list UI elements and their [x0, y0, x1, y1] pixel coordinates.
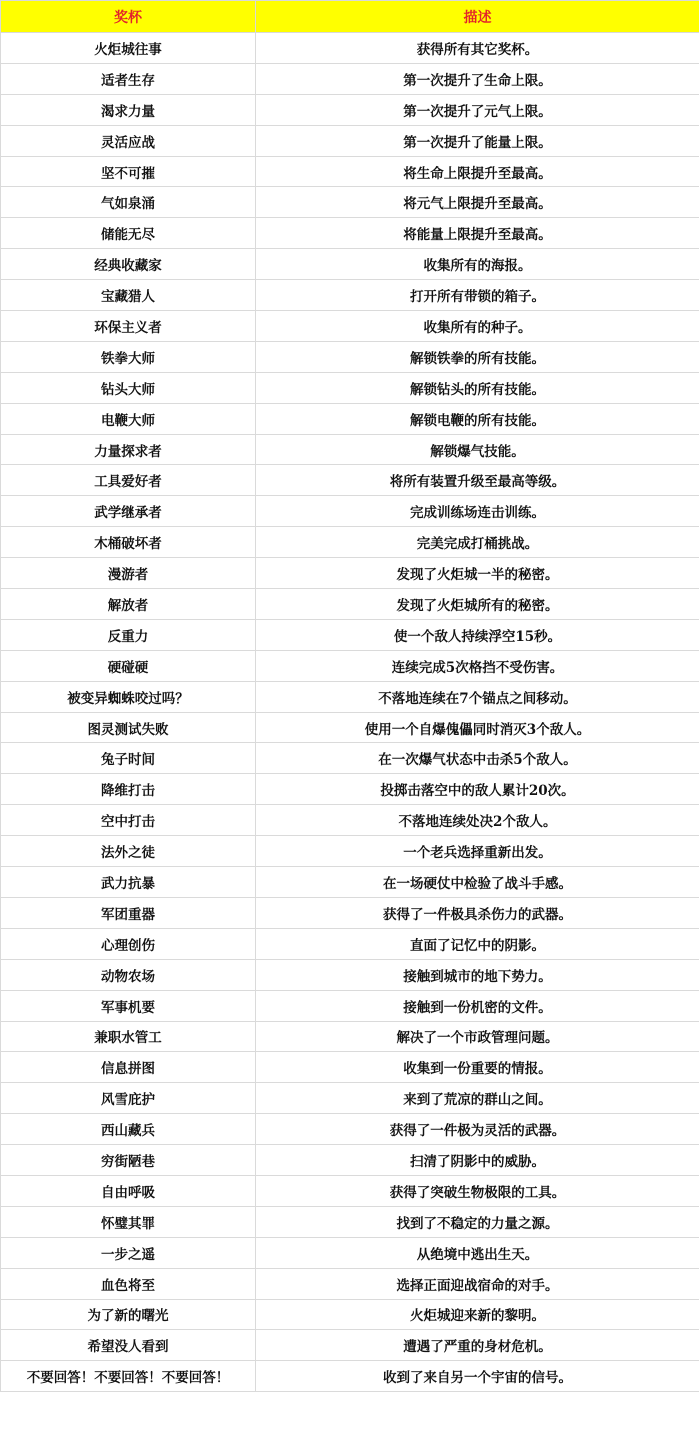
trophy-name-cell: 硬碰硬 — [1, 650, 256, 681]
table-row — [1, 1052, 699, 1083]
table-row — [1, 249, 699, 280]
trophy-description-cell: 扫清了阴影中的威胁。 — [256, 1145, 699, 1176]
table-row — [1, 650, 699, 681]
trophy-name-cell: 环保主义者 — [1, 311, 256, 342]
trophy-name-cell: 工具爱好者 — [1, 465, 256, 496]
table-row — [1, 867, 699, 898]
trophy-description-cell: 获得所有其它奖杯。 — [256, 33, 699, 64]
trophy-name-cell: 不要回答！不要回答！不要回答！ — [1, 1361, 256, 1392]
table-row — [1, 589, 699, 620]
trophy-name-cell: 西山藏兵 — [1, 1114, 256, 1145]
table-row — [1, 311, 699, 342]
trophy-description-cell: 将所有装置升级至最高等级。 — [256, 465, 699, 496]
table-row — [1, 1175, 699, 1206]
table-row — [1, 187, 699, 218]
table-row — [1, 928, 699, 959]
trophy-name-cell: 经典收藏家 — [1, 249, 256, 280]
trophy-description-cell: 将能量上限提升至最高。 — [256, 218, 699, 249]
trophy-description-cell: 第一次提升了元气上限。 — [256, 94, 699, 125]
trophy-name-cell: 怀璧其罪 — [1, 1206, 256, 1237]
trophy-name-cell: 被变异蜘蛛咬过吗？ — [1, 681, 256, 712]
trophy-description-cell: 不落地连续在7个锚点之间移动。 — [256, 681, 699, 712]
trophy-name-cell: 力量探求者 — [1, 434, 256, 465]
trophy-name-cell: 图灵测试失败 — [1, 712, 256, 743]
table-row — [1, 1206, 699, 1237]
trophy-description-cell: 发现了火炬城所有的秘密。 — [256, 589, 699, 620]
table-row — [1, 805, 699, 836]
table-row — [1, 1268, 699, 1299]
trophy-name-cell: 风雪庇护 — [1, 1083, 256, 1114]
trophy-name-cell: 坚不可摧 — [1, 156, 256, 187]
trophy-name-cell: 储能无尽 — [1, 218, 256, 249]
header-row — [1, 1, 699, 33]
trophy-description-cell: 获得了一件极为灵活的武器。 — [256, 1114, 699, 1145]
trophy-name-cell: 解放者 — [1, 589, 256, 620]
trophy-description-cell: 第一次提升了生命上限。 — [256, 63, 699, 94]
table-row — [1, 341, 699, 372]
trophy-description-cell: 发现了火炬城一半的秘密。 — [256, 558, 699, 589]
trophy-name-cell: 穷街陋巷 — [1, 1145, 256, 1176]
trophy-description-cell: 解锁电鞭的所有技能。 — [256, 403, 699, 434]
trophy-name-cell: 兔子时间 — [1, 743, 256, 774]
trophy-name-cell: 心理创伤 — [1, 928, 256, 959]
trophy-name-cell: 军事机要 — [1, 990, 256, 1021]
trophy-description-cell: 将生命上限提升至最高。 — [256, 156, 699, 187]
trophy-name-cell: 兼职水管工 — [1, 1021, 256, 1052]
trophy-description-cell: 解决了一个市政管理问题。 — [256, 1021, 699, 1052]
trophy-name-cell: 铁拳大师 — [1, 341, 256, 372]
table-row — [1, 156, 699, 187]
table-row — [1, 681, 699, 712]
trophy-description-cell: 收集所有的海报。 — [256, 249, 699, 280]
trophy-description-cell: 使一个敌人持续浮空15秒。 — [256, 619, 699, 650]
trophy-description-cell: 收集所有的种子。 — [256, 311, 699, 342]
table-row — [1, 774, 699, 805]
trophy-name-cell: 血色将至 — [1, 1268, 256, 1299]
trophy-description-cell: 来到了荒凉的群山之间。 — [256, 1083, 699, 1114]
trophy-description-cell: 投掷击落空中的敌人累计20次。 — [256, 774, 699, 805]
table-row — [1, 619, 699, 650]
trophy-name-cell: 木桶破坏者 — [1, 527, 256, 558]
trophy-description-cell: 完成训练场连击训练。 — [256, 496, 699, 527]
trophy-name-cell: 法外之徒 — [1, 836, 256, 867]
table-row — [1, 743, 699, 774]
table-row — [1, 1083, 699, 1114]
trophy-name-cell: 适者生存 — [1, 63, 256, 94]
table-row — [1, 280, 699, 311]
table-row — [1, 1237, 699, 1268]
trophy-name-cell: 信息拼图 — [1, 1052, 256, 1083]
trophy-name-cell: 电鞭大师 — [1, 403, 256, 434]
trophy-description-cell: 在一次爆气状态中击杀5个敌人。 — [256, 743, 699, 774]
table-row — [1, 527, 699, 558]
trophy-description-cell: 打开所有带锁的箱子。 — [256, 280, 699, 311]
table-row — [1, 403, 699, 434]
trophy-description-cell: 找到了不稳定的力量之源。 — [256, 1206, 699, 1237]
table-row — [1, 33, 699, 64]
table-row — [1, 1361, 699, 1392]
trophy-description-cell: 获得了突破生物极限的工具。 — [256, 1175, 699, 1206]
table-row — [1, 372, 699, 403]
trophy-description-cell: 不落地连续处决2个敌人。 — [256, 805, 699, 836]
trophy-description-cell: 直面了记忆中的阴影。 — [256, 928, 699, 959]
trophy-name-cell: 为了新的曙光 — [1, 1299, 256, 1330]
trophy-description-cell: 解锁铁拳的所有技能。 — [256, 341, 699, 372]
table-row — [1, 1145, 699, 1176]
trophy-description-cell: 从绝境中逃出生天。 — [256, 1237, 699, 1268]
trophy-description-cell: 第一次提升了能量上限。 — [256, 125, 699, 156]
table-body — [1, 33, 699, 1392]
trophy-name-cell: 反重力 — [1, 619, 256, 650]
trophy-name-cell: 武力抗暴 — [1, 867, 256, 898]
trophy-name-cell: 宝藏猎人 — [1, 280, 256, 311]
table-row — [1, 125, 699, 156]
trophy-name-cell: 动物农场 — [1, 959, 256, 990]
table-row — [1, 496, 699, 527]
trophy-name-cell: 空中打击 — [1, 805, 256, 836]
table-header — [1, 1, 699, 33]
table-row — [1, 1021, 699, 1052]
trophy-description-cell: 一个老兵选择重新出发。 — [256, 836, 699, 867]
trophy-name-cell: 漫游者 — [1, 558, 256, 589]
trophy-name-cell: 降维打击 — [1, 774, 256, 805]
trophy-description-cell: 解锁钻头的所有技能。 — [256, 372, 699, 403]
table-row — [1, 434, 699, 465]
trophy-description-cell: 收到了来自另一个宇宙的信号。 — [256, 1361, 699, 1392]
description-column-header: 描述 — [256, 1, 699, 33]
trophy-description-cell: 选择正面迎战宿命的对手。 — [256, 1268, 699, 1299]
trophy-description-cell: 遭遇了严重的身材危机。 — [256, 1330, 699, 1361]
trophy-name-cell: 一步之遥 — [1, 1237, 256, 1268]
trophy-description-cell: 获得了一件极具杀伤力的武器。 — [256, 897, 699, 928]
trophy-description-cell: 接触到城市的地下势力。 — [256, 959, 699, 990]
table-row — [1, 94, 699, 125]
table-row — [1, 836, 699, 867]
trophy-name-cell: 自由呼吸 — [1, 1175, 256, 1206]
table-row — [1, 218, 699, 249]
trophy-description-cell: 在一场硬仗中检验了战斗手感。 — [256, 867, 699, 898]
table-row — [1, 1299, 699, 1330]
trophy-name-cell: 火炬城往事 — [1, 33, 256, 64]
table-row — [1, 990, 699, 1021]
trophy-name-cell: 武学继承者 — [1, 496, 256, 527]
table-row — [1, 1114, 699, 1145]
table-row — [1, 465, 699, 496]
trophy-name-cell: 气如泉涌 — [1, 187, 256, 218]
trophy-description-cell: 连续完成5次格挡不受伤害。 — [256, 650, 699, 681]
trophy-name-cell: 军团重器 — [1, 897, 256, 928]
trophy-description-cell: 解锁爆气技能。 — [256, 434, 699, 465]
trophy-name-cell: 灵活应战 — [1, 125, 256, 156]
trophy-description-cell: 完美完成打桶挑战。 — [256, 527, 699, 558]
table-row — [1, 959, 699, 990]
table-row — [1, 63, 699, 94]
table-row — [1, 558, 699, 589]
trophy-column-header: 奖杯 — [1, 1, 256, 33]
trophy-description-cell: 收集到一份重要的情报。 — [256, 1052, 699, 1083]
table-row — [1, 712, 699, 743]
trophy-description-cell: 使用一个自爆傀儡同时消灭3个敌人。 — [256, 712, 699, 743]
trophy-name-cell: 希望没人看到 — [1, 1330, 256, 1361]
table-row — [1, 897, 699, 928]
trophy-name-cell: 渴求力量 — [1, 94, 256, 125]
trophy-description-cell: 将元气上限提升至最高。 — [256, 187, 699, 218]
table-row — [1, 1330, 699, 1361]
trophy-description-cell: 接触到一份机密的文件。 — [256, 990, 699, 1021]
trophy-name-cell: 钻头大师 — [1, 372, 256, 403]
trophy-description-cell: 火炬城迎来新的黎明。 — [256, 1299, 699, 1330]
